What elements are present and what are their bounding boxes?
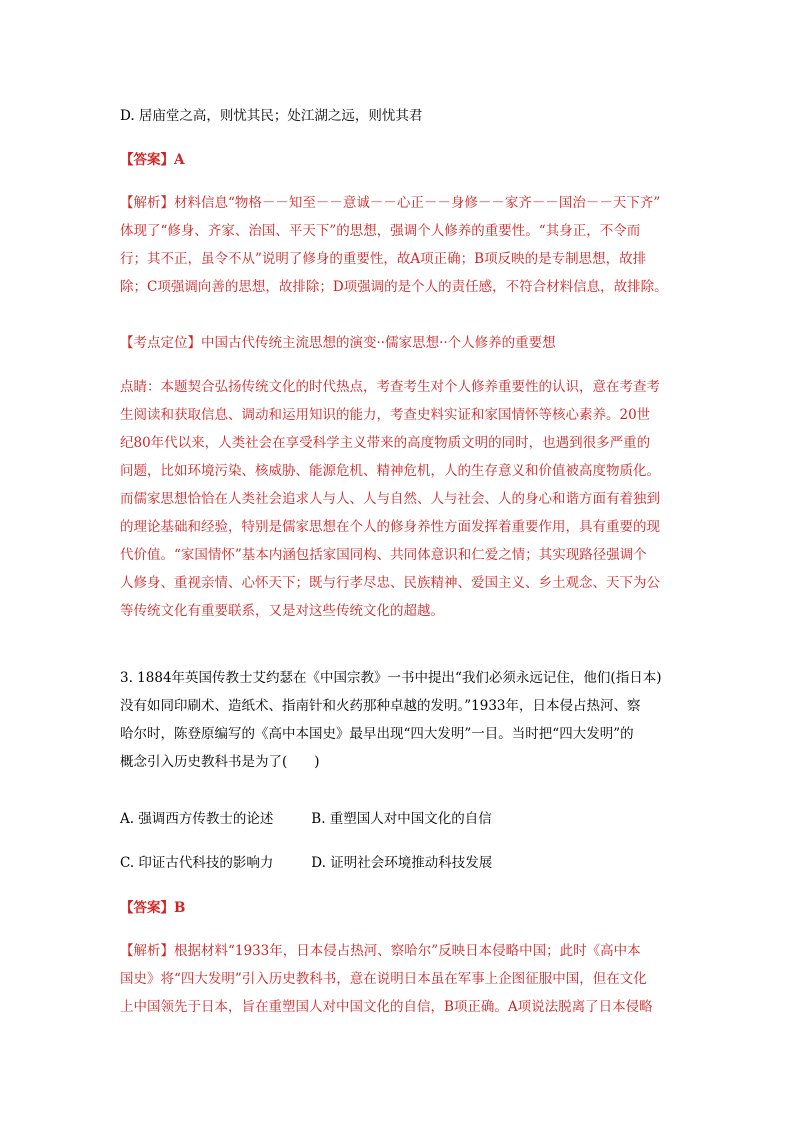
q3-analysis-line: 【解析】根据材料“1933年，日本侵占热河、察哈尔”反映日本侵略中国；此时《高中本 [120,943,641,959]
q2-analysis [120,189,680,301]
q2-analysis-line: 行；其不正，虽令不从”说明了修身的重要性，故A项正确；B项反映的是专制思想，故排 [120,251,647,267]
q3-option-c: C. 印证古代科技的影响力 [120,855,274,871]
q3-option-d: D. 证明社会环境推动科技发展 [311,855,493,871]
dianjing-line: 纪80年代以来，人类社会在享受科学主义带来的高度物质文明的同时，也遇到很多严重的 [120,435,651,451]
dianjing-line: 而儒家思想恰恰在人类社会追求人与人、人与自然、人与社会、人的身心和谐方面有着独到 [120,491,660,507]
dianjing-line: 问题，比如环境污染、核威胁、能源危机、精神危机，人的生存意义和价值被高度物质化。 [120,463,660,479]
dianjing-line: 点睛：本题契合弘扬传统文化的时代热点，考查考生对个人修养重要性的认识，意在考查考 [120,379,660,395]
q3-options-cd [120,851,492,871]
dianjing-line: 的理论基础和经验，特别是儒家思想在个人的修身养性方面发挥着重要作用，具有重要的现 [120,519,660,535]
dianjing-line: 等传统文化有重要联系，又是对这些传统文化的超越。 [120,603,444,619]
q2-answer: 【答案】A [120,152,185,168]
dianjing-line: 生阅读和获取信息、调动和运用知识的能力，考查史料实证和家国情怀等核心素养。20世 [120,407,651,423]
q2-dianjing [120,373,680,625]
q3-answer: 【答案】B [120,900,186,916]
q2-analysis-line: 除；C项强调向善的思想，故排除；D项强调的是个人的责任感，不符合材料信息，故排除。 [120,279,668,295]
q2-kaodian: 【考点定位】中国古代传统主流思想的演变··儒家思想··个人修养的重要想 [120,335,556,351]
q3-option-a: A. 强调西方传教士的论述 [120,811,274,827]
q2-analysis-line: 体现了“修身、齐家、治国、平天下”的思想，强调个人修养的重要性。“其身正，不令而 [120,223,641,239]
q3-options-ab [120,807,492,827]
q3-stem-line: 哈尔时，陈登原编写的《高中本国史》最早出现“四大发明”一目。当时把“四大发明”的 [120,726,634,742]
q2-analysis-line: 【解析】材料信息“物格－－知至－－意诚－－心正－－身修－－家齐－－国治－－天下齐” [120,195,661,211]
q3-stem [120,664,680,776]
q3-analysis-line: 上中国领先于日本，旨在重塑国人对中国文化的自信，B项正确。A项说法脱离了日本侵略 [120,999,653,1015]
q2-option-d: D. 居庙堂之高，则忧其民；处江湖之远，则忧其君 [120,108,423,124]
q3-stem-line: 没有如同印刷术、造纸术、指南针和火药那种卓越的发明。”1933年，日本侵占热河、察 [120,698,641,714]
dianjing-line: 人修身、重视亲情、心怀天下；既与行孝尽忠、民族精神、爱国主义、乡土观念、天下为公 [120,575,660,591]
q3-stem-line: 概念引入历史教科书是为了( ) [120,754,320,770]
dianjing-line: 代价值。“家国情怀”基本内涵包括家国同构、共同体意识和仁爱之情；其实现路径强调个 [120,547,647,563]
q3-option-b: B. 重塑国人对中国文化的自信 [311,811,492,827]
q3-stem-line: 3. 1884年英国传教士艾约瑟在《中国宗教》一书中提出“我们必须永远记住，他们(指日本) [120,670,662,686]
q3-analysis-line: 国史》将“四大发明”引入历史教科书，意在说明日本虽在军事上企图征服中国，但在文化 [120,971,647,987]
q3-analysis [120,937,680,1021]
